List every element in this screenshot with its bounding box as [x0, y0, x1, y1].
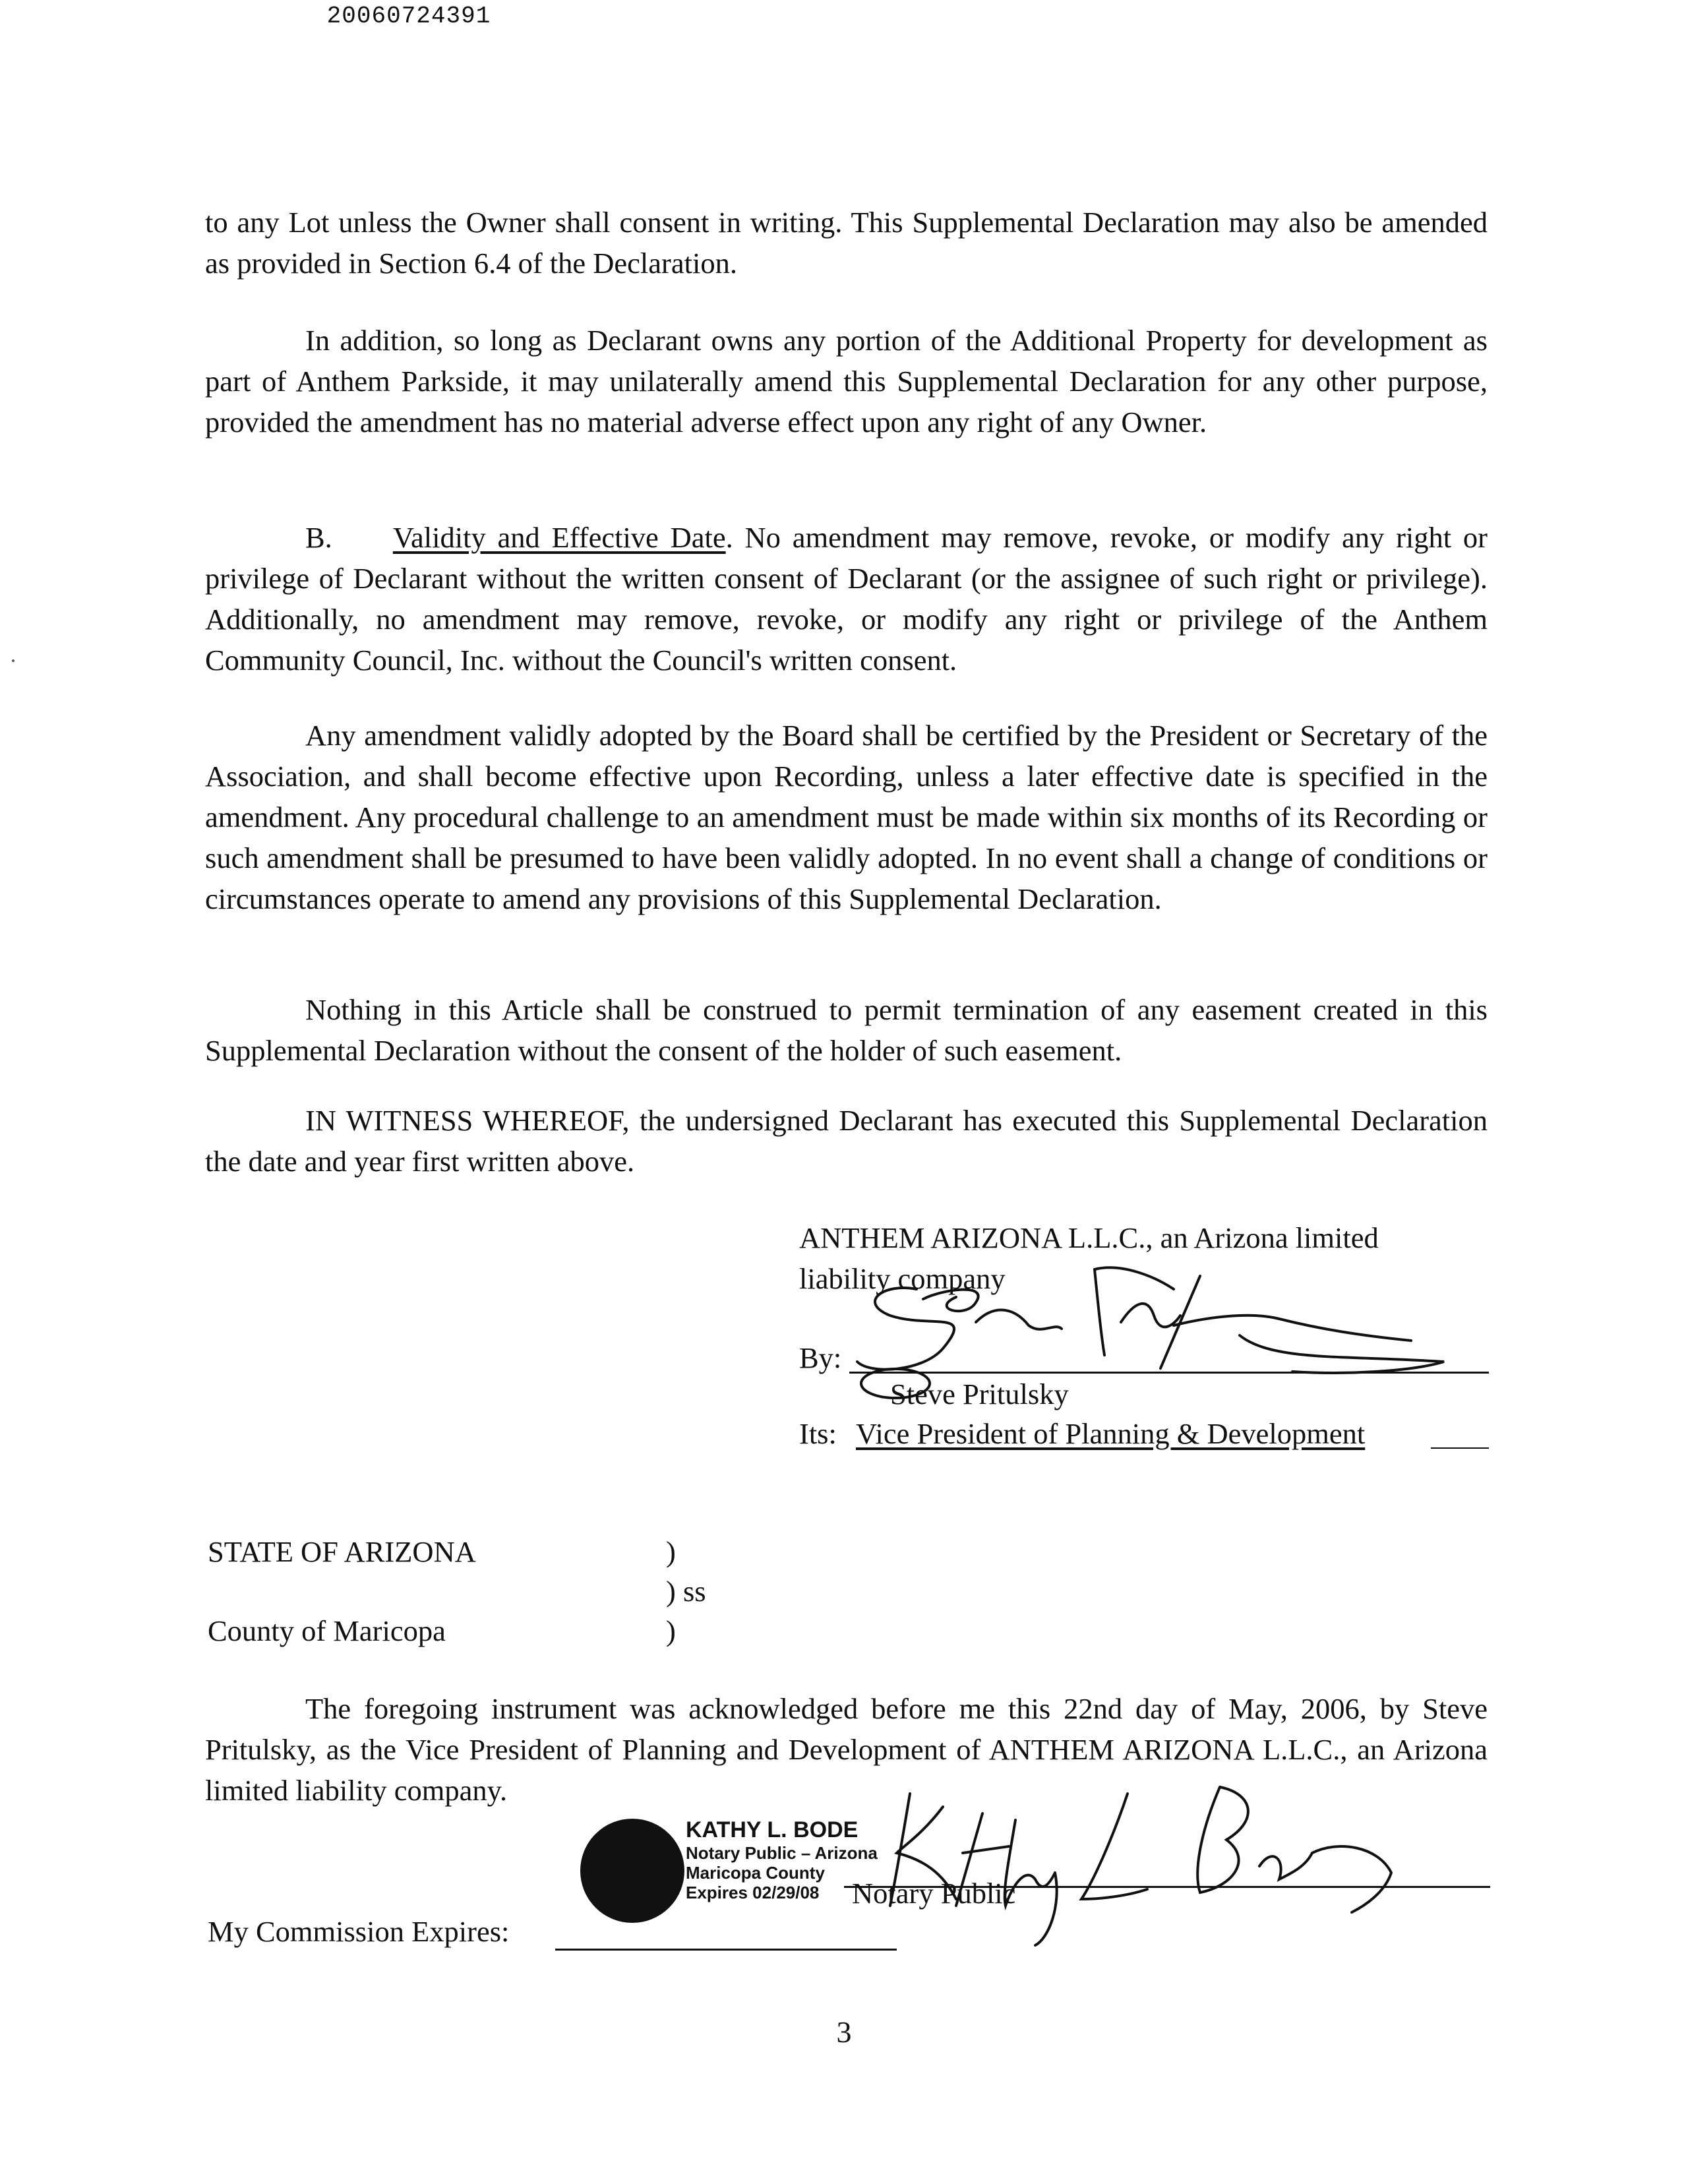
- venue-ss: ) ss: [666, 1575, 706, 1608]
- venue-paren-3: ): [666, 1614, 676, 1647]
- paragraph-witness: IN WITNESS WHEREOF, the undersigned Declarant has executed this Supplemental Declaration the date and year first written above.: [205, 1104, 1488, 1178]
- page-number: 3: [836, 2015, 852, 2049]
- signer-name: Steve Pritulsky: [890, 1378, 1069, 1410]
- entity-line-1: ANTHEM ARIZONA L.L.C., an Arizona limited: [799, 1221, 1379, 1254]
- notary-seal: [580, 1819, 684, 1923]
- stamp-line-3: Expires 02/29/08: [686, 1883, 820, 1902]
- entity-line-2: liability company: [799, 1262, 1006, 1295]
- paragraph-validity: B. Validity and Effective Date. No amendment may remove, revoke, or modify any right or privilege of Declarant without the written consent of Declarant (or the assignee of such right or privilege). Additionally, no amendment may remove, revoke, or modify any right or privilege of the Anthem Community Council, Inc. without the Council's written consent.: [205, 521, 1488, 677]
- paragraph-acknowledgment: The foregoing instrument was acknowledged before me this 22nd day of May, 2006, by Steve Pritulsky, as the Vice President of Planning and Development of ANTHEM ARIZONA L.L.C., an Arizona limited liability company.: [205, 1692, 1488, 1807]
- section-marker: B.: [305, 521, 332, 554]
- commission-label: My Commission Expires:: [208, 1915, 510, 1948]
- stamp-line-1: Notary Public – Arizona: [686, 1843, 878, 1863]
- section-heading: Validity and Effective Date: [392, 521, 726, 554]
- by-label: By:: [799, 1341, 842, 1374]
- notary-signature: [851, 1774, 1398, 1952]
- margin-speck: [12, 659, 15, 662]
- notary-stamp: [686, 1817, 878, 1902]
- stamp-name: KATHY L. BODE: [686, 1817, 859, 1842]
- venue-paren-1: ): [666, 1535, 676, 1568]
- notary-public-label: Notary Public: [852, 1877, 1016, 1910]
- venue-state: STATE OF ARIZONA: [208, 1535, 476, 1568]
- its-label: Its:: [799, 1417, 837, 1450]
- paragraph-certification: Any amendment validly adopted by the Board shall be certified by the President or Secretary of the Association, and shall become effective upon Recording, unless a later effective date is specified in the amendment. Any procedural challenge to an amendment must be made within six months of its Recording or such amendment shall be presumed to have been validly adopted. In no event shall a change of conditions or circumstances operate to amend any provisions of this Supplemental Declaration.: [205, 719, 1488, 915]
- stamp-line-2: Maricopa County: [686, 1863, 825, 1883]
- paragraph-unilateral-amendment: In addition, so long as Declarant owns any portion of the Additional Property for development as part of Anthem Parkside, it may unilaterally amend this Supplemental Declaration for any other purpose, provided the amendment has no material adverse effect upon any right of any Owner.: [205, 324, 1488, 439]
- commission-expiry-line: [555, 1949, 897, 1951]
- paragraph-easement: Nothing in this Article shall be construed to permit termination of any easement created in this Supplemental Declaration without the consent of the holder of such easement.: [205, 993, 1488, 1067]
- venue-county: County of Maricopa: [208, 1614, 446, 1647]
- title-underline-extension: [1431, 1447, 1489, 1449]
- document-number: 20060724391: [326, 3, 491, 30]
- paragraph-amendment-consent: to any Lot unless the Owner shall consent in writing. This Supplemental Declaration may also be amended as provided in Section 6.4 of the Declaration.: [205, 206, 1488, 280]
- signer-title: Vice President of Planning & Development: [856, 1417, 1366, 1450]
